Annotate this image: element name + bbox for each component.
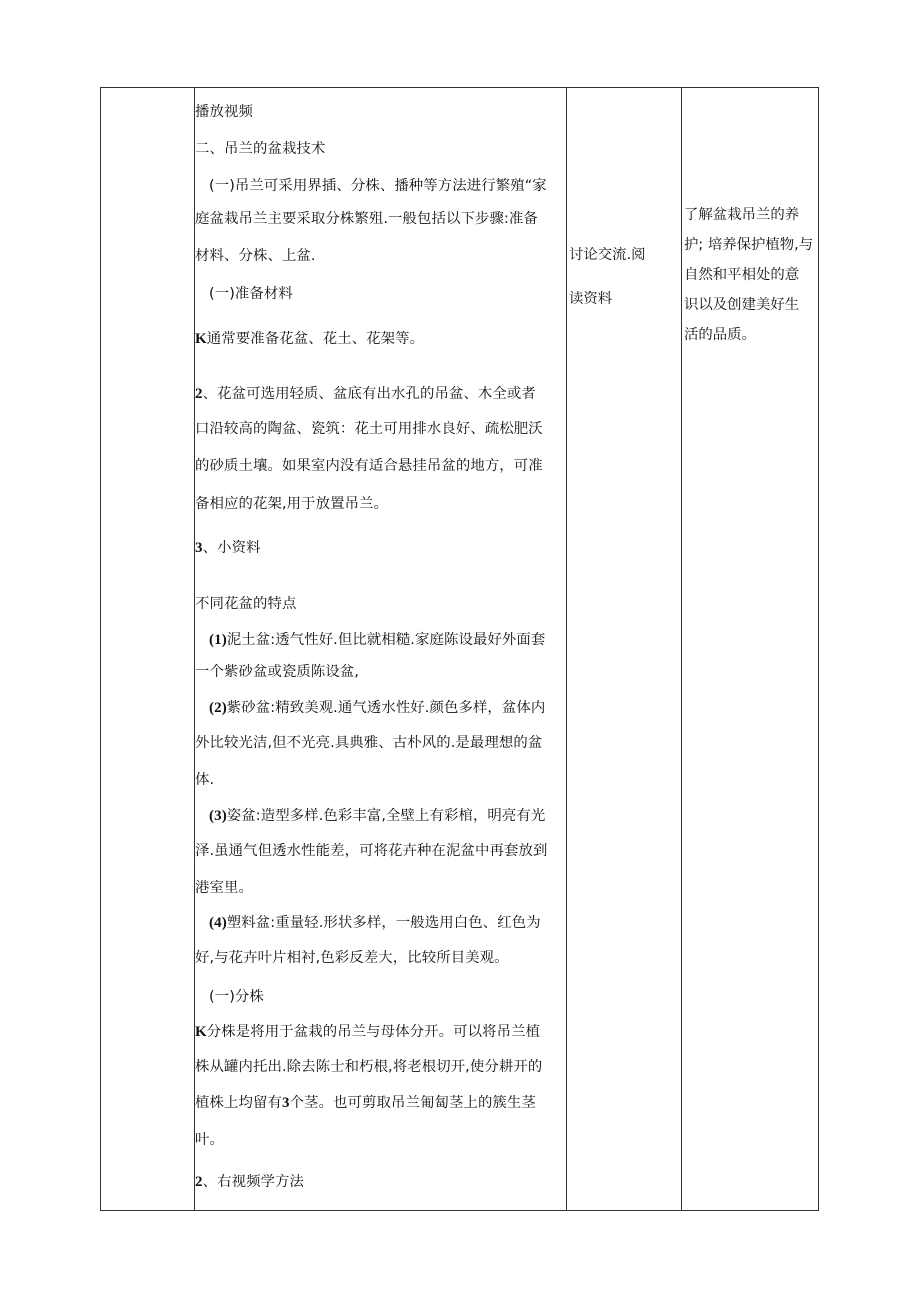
line-number: 3 xyxy=(195,540,203,556)
text-line xyxy=(195,385,536,403)
line-text: 播放视频 xyxy=(195,104,253,120)
text-line xyxy=(209,807,545,825)
line-text: 株从罐内托出.除去陈士和朽根,将老根切开,使分耕开的 xyxy=(195,1059,543,1075)
line-text: 二、吊兰的盆栽技术 xyxy=(195,141,326,157)
text-line xyxy=(209,914,541,932)
line-text: 庭盆栽吊兰主要采取分株繁殂.一般包括以下步骤:准备 xyxy=(195,211,538,227)
line-text-tail: 个茎。也可剪取吊兰匍匐茎上的簇生茎 xyxy=(289,1095,536,1111)
text-line xyxy=(209,988,264,1006)
text-line xyxy=(195,771,214,789)
line-text: 分株是将用于盆栽的吊兰与母体分开。可以将吊兰植 xyxy=(206,1024,541,1040)
line-text: 通常要准备花盆、花土、花架等。 xyxy=(206,331,425,347)
text-line xyxy=(195,330,424,348)
line-text: (一)吊兰可采用界插、分株、播种等方法进行繁殖“家 xyxy=(209,178,547,194)
line-number: (3) xyxy=(209,808,227,824)
line-text: 、花盆可选用轻质、盆底有出水孔的吊盆、木全或者 xyxy=(202,386,536,402)
text-line xyxy=(684,236,813,254)
line-text: 不同花盆的特点 xyxy=(195,596,297,612)
line-text: (一)分株 xyxy=(209,989,264,1005)
line-text: 港室里。 xyxy=(195,880,253,896)
text-line xyxy=(195,539,261,557)
text-line xyxy=(195,1058,542,1076)
text-line xyxy=(195,1173,304,1191)
text-line xyxy=(195,420,543,438)
line-text: 姿盆:造型多样.色彩丰富,全壁上有彩棺，明亮有光 xyxy=(226,808,546,824)
text-line xyxy=(209,699,545,717)
line-text: 了解盆栽吊兰的养 xyxy=(684,207,800,223)
student-activity-cell xyxy=(567,88,682,1210)
text-line xyxy=(209,285,293,303)
line-text: 护; 培养保护植物,与 xyxy=(684,237,814,253)
text-line xyxy=(195,210,538,228)
text-line xyxy=(195,663,359,681)
line-text: (一)准备材料 xyxy=(209,286,293,302)
text-line xyxy=(569,290,612,308)
line-text: 体. xyxy=(195,772,215,788)
text-line xyxy=(195,1094,536,1112)
line-text: 一个紫砂盆或瓷质陈设盆, xyxy=(195,664,360,680)
line-text: 自然和平相处的意 xyxy=(684,267,800,283)
line-text: 的砂质土壤。如果室内没有适合悬挂吊盆的地方，可准 xyxy=(195,458,543,474)
text-line xyxy=(195,140,325,158)
text-line xyxy=(195,595,296,613)
text-line xyxy=(195,247,316,265)
text-line xyxy=(195,1131,224,1149)
line-text: 识以及创建美好生 xyxy=(684,297,800,313)
text-line xyxy=(569,246,646,264)
line-number: K xyxy=(195,1024,207,1040)
text-line xyxy=(195,734,542,752)
line-number: 2 xyxy=(195,386,203,402)
text-line xyxy=(684,296,799,314)
line-number: 2 xyxy=(195,1174,203,1190)
line-text: 好,与花卉叶片相衬,色彩反差大，比较所目美观。 xyxy=(195,950,509,966)
line-text: 泽.虽通气但透水性能差，可将花卉种在泥盆中再套放到 xyxy=(195,843,548,859)
text-line xyxy=(195,495,388,513)
text-line xyxy=(684,326,756,344)
line-text: 活的品质。 xyxy=(684,327,756,343)
line-text: 、右视频学方法 xyxy=(202,1174,305,1190)
text-line xyxy=(195,879,253,897)
text-line xyxy=(195,1023,540,1041)
inline-number: 3 xyxy=(281,1095,290,1111)
line-number: (4) xyxy=(209,915,227,931)
text-line xyxy=(684,266,799,284)
line-number: (2) xyxy=(209,700,227,716)
design-intent-cell xyxy=(682,88,820,1210)
line-text: 叶。 xyxy=(195,1132,224,1148)
text-line xyxy=(195,842,547,860)
line-number: (1) xyxy=(209,632,227,648)
line-text: 外比较光洁,但不光亮.具典雅、古朴风的.是最理想的盆 xyxy=(195,735,543,751)
line-text: 、小资料 xyxy=(202,540,261,556)
text-line xyxy=(684,206,799,224)
text-line xyxy=(195,457,543,475)
line-text: 紫砂盆:精致美观.通气透水性好.颜色多样，盆体内 xyxy=(226,700,546,716)
line-text: 口沿较高的陶盆、瓷筑：花土可用排水良好、疏松肥沃 xyxy=(195,421,543,437)
line-text: 备相应的花架,用于放置吊兰。 xyxy=(195,496,389,512)
teaching-content-cell xyxy=(195,88,567,1210)
text-line xyxy=(209,177,547,195)
line-text: 读资料 xyxy=(569,291,613,307)
lesson-table xyxy=(100,87,819,1211)
line-text: 植株上均留有 xyxy=(195,1095,282,1111)
text-line xyxy=(195,103,253,121)
line-text: 材料、分株、上盆. xyxy=(195,248,316,264)
line-number: K xyxy=(195,331,207,347)
text-line xyxy=(209,631,545,649)
text-line xyxy=(195,949,509,967)
line-text: 泥土盆:透气性好.但比就相糙.家庭陈设最好外面套 xyxy=(226,632,546,648)
line-text: 讨论交流.阅 xyxy=(569,247,646,263)
line-text: 塑料盆:重量轻.形状多样，一般选用白色、红色为 xyxy=(226,915,541,931)
